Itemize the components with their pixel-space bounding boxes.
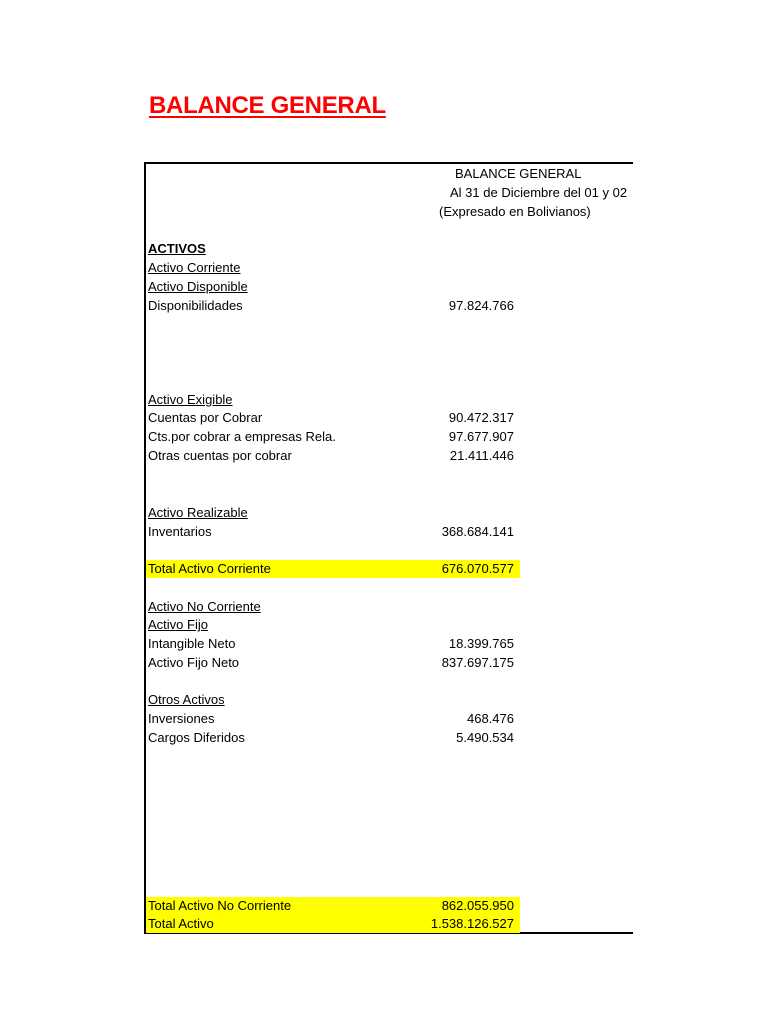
row-value: 862.055.950 [441, 898, 514, 913]
section-heading-activo-no-corriente [146, 598, 520, 616]
total-row-activo-no-corriente [146, 897, 520, 915]
balance-sheet [144, 162, 633, 934]
table-row [146, 523, 520, 541]
statement-title: BALANCE GENERAL [455, 166, 582, 181]
page-title: BALANCE GENERAL [149, 92, 386, 119]
table-row [146, 710, 520, 728]
subsection-heading-activo-fijo [146, 616, 520, 634]
row-label: Cts.por cobrar a empresas Rela. [148, 429, 336, 444]
row-label: ACTIVOS [148, 241, 206, 256]
row-label: Cuentas por Cobrar [148, 410, 263, 425]
row-label: Total Activo [148, 916, 214, 931]
row-value: 468.476 [467, 711, 514, 726]
table-row [146, 635, 520, 653]
row-label: Activo Exigible [148, 392, 233, 407]
subsection-heading-activo-realizable [146, 504, 520, 522]
row-label: Activo Fijo [148, 617, 208, 632]
row-value: 1.538.126.527 [430, 916, 514, 931]
table-row [146, 297, 520, 315]
row-label: Inventarios [148, 524, 212, 539]
row-label: Otros Activos [148, 692, 225, 707]
subsection-heading-activo-disponible [146, 278, 520, 296]
row-value: 368.684.141 [441, 524, 514, 539]
row-value: 18.399.765 [448, 636, 514, 651]
row-value: 837.697.175 [441, 655, 514, 670]
subsection-heading-otros-activos [146, 691, 520, 709]
row-label: Otras cuentas por cobrar [148, 448, 292, 463]
section-heading-activo-corriente [146, 259, 520, 277]
row-label: Inversiones [148, 711, 215, 726]
row-label: Total Activo No Corriente [148, 898, 292, 913]
row-value: 676.070.577 [441, 561, 514, 576]
subsection-heading-activo-exigible [146, 391, 520, 409]
row-value: 97.824.766 [448, 298, 514, 313]
table-row [146, 447, 520, 465]
total-row-activo [146, 915, 520, 933]
row-label: Disponibilidades [148, 298, 243, 313]
row-label: Total Activo Corriente [148, 561, 271, 576]
row-label: Intangible Neto [148, 636, 236, 651]
table-row [146, 654, 520, 672]
table-row [146, 428, 520, 446]
row-label: Activo Disponible [148, 279, 248, 294]
row-label: Activo No Corriente [148, 599, 261, 614]
row-label: Activo Fijo Neto [148, 655, 240, 670]
table-row [146, 409, 520, 427]
row-label: Activo Corriente [148, 260, 241, 275]
table-row [146, 729, 520, 747]
row-label: Activo Realizable [148, 505, 248, 520]
statement-currency: (Expresado en Bolivianos) [439, 204, 591, 219]
row-value: 21.411.446 [449, 448, 514, 463]
row-label: Cargos Diferidos [148, 730, 245, 745]
row-value: 90.472.317 [448, 410, 514, 425]
row-value: 5.490.534 [456, 730, 514, 745]
statement-date: Al 31 de Diciembre del 01 y 02 [450, 185, 628, 200]
section-heading-activos [146, 240, 520, 258]
row-value: 97.677.907 [448, 429, 514, 444]
total-row-activo-corriente [146, 560, 520, 578]
